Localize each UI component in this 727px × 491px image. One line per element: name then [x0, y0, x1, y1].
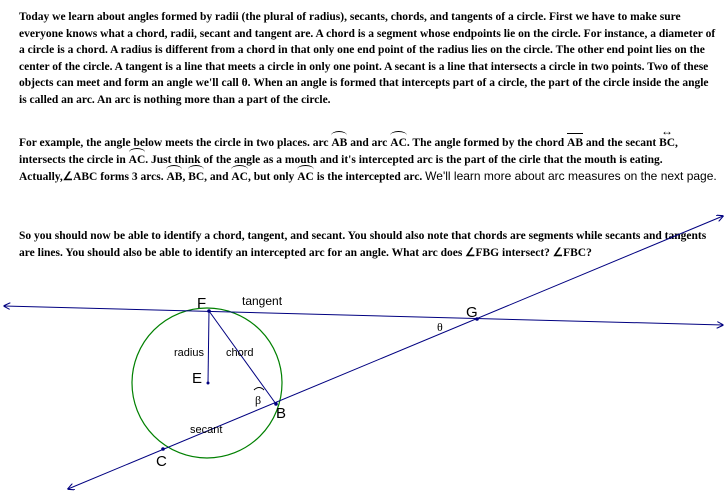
arc-list-bc: BC [188, 169, 204, 186]
segment-ab-label: AB [567, 135, 583, 152]
tangent-line [4, 306, 723, 325]
example-text-e: , intersects the circle in [19, 137, 678, 166]
label-beta: β [255, 393, 262, 407]
arc-ac-label-2: AC [129, 152, 146, 169]
separator-2: , and [204, 171, 232, 184]
summary-paragraph: So you should now be able to identify a chord, tangent, and secant. You should also note that chords are segments while secants and tangents are lines. You should also be able to identify an intercepted arc for an angle. What arc does ∠FBG intersect? ∠FBC? [19, 230, 707, 259]
label-point-b: B [276, 405, 287, 422]
example-text-c: . The angle formed by the chord [406, 137, 568, 149]
line-bc-label: ↔ BC [659, 135, 675, 152]
label-chord: chord [226, 347, 254, 359]
point-c-dot [161, 447, 165, 451]
example-text-a: For example, the angle below meets the circle in two places. arc [19, 137, 332, 149]
secant-line [68, 216, 723, 489]
arc-ac-label-3: AC [297, 169, 314, 186]
example-text-h: , but only [247, 171, 298, 184]
arc-list-ab: AB [166, 169, 182, 186]
label-point-c: C [156, 453, 167, 470]
label-point-f: F [197, 295, 207, 312]
point-e-dot [207, 382, 210, 385]
example-text-b: and arc [347, 137, 391, 149]
intro-paragraph: Today we learn about angles formed by radii (the plural of radius), secants, chords, and tangents of a circle. First we have to make sure everyone knows what a chord, radii, secant and tangent are. A chord is a segment whose endpoints lie on the circle. For instance, a diameter of a circle is a chord. A radius is different from a chord in that only one end point of the radius lies on the circle. The other end point lies on the center of the circle. A tangent is a line that meets a circle in only one point. A secant is a line that intersects a circle in two points. Two of these objects can meet and form an angle we'll call θ. When an angle is formed that intercepts part of a circle, the part of the circle inside the angle is called an arc. An arc is nothing more than a part of the circle. [19, 11, 716, 106]
example-text-d: and the secant [583, 137, 660, 149]
beta-arc-mark [254, 388, 264, 391]
arc-ac-label: AC [390, 135, 407, 152]
example-text-g: ABC forms 3 arcs. [73, 171, 167, 184]
label-point-g: G [466, 304, 478, 321]
label-point-e: E [192, 370, 203, 387]
next-page-note: We'll learn more about arc measures on the next page. [425, 169, 717, 184]
point-f-dot [207, 309, 211, 313]
label-theta: θ [437, 320, 443, 334]
arc-ab-label: AB [331, 135, 347, 152]
label-tangent: tangent [242, 294, 283, 308]
arc-list-ac: AC [231, 169, 248, 186]
example-text-f: . Just think of the angle as a mouth and it's intercepted arc is the part of the cirle that the mouth is eating. Actually, [19, 153, 663, 184]
label-secant: secant [190, 424, 223, 436]
angle-symbol: ∠ [62, 171, 74, 184]
radius-segment [208, 311, 209, 383]
example-text-i: is the intercepted arc. [313, 171, 426, 184]
separator-1: , [182, 171, 189, 184]
label-radius: radius [174, 347, 204, 359]
